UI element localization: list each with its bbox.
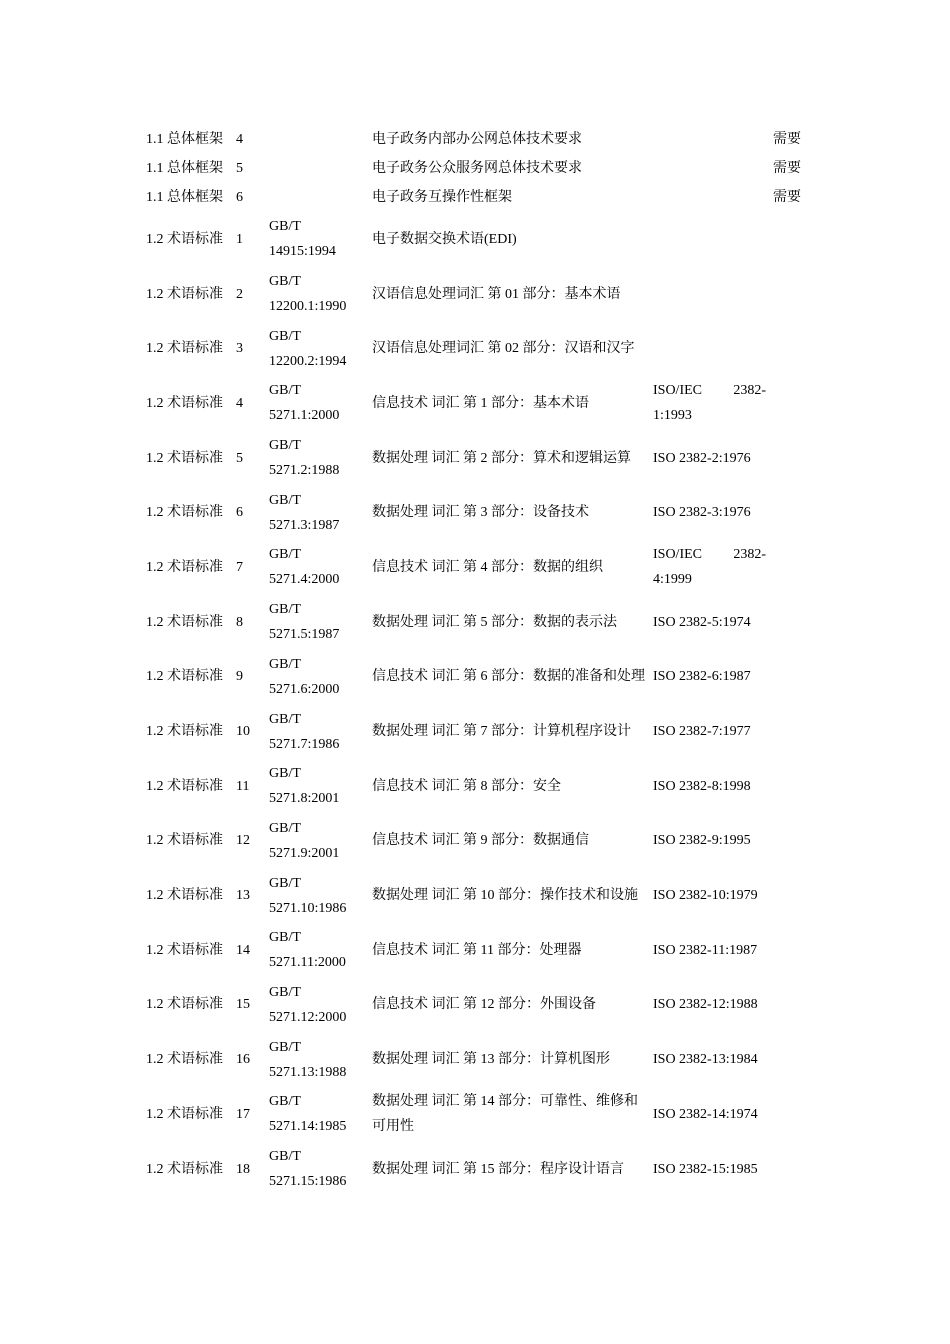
gb-code-number: 5271.3:1987: [269, 517, 340, 533]
required-cell: [770, 923, 841, 978]
category-cell: 1.2 术语标准: [146, 450, 223, 466]
title-cell: 信息技术 词汇 第 11 部分：处理器: [372, 942, 582, 958]
title-cell: 信息技术 词汇 第 1 部分：基本术语: [372, 395, 589, 411]
iso-code: ISO 2382-11:1987: [653, 942, 758, 958]
iso-cell: [650, 485, 770, 540]
number-cell: 16: [236, 1052, 250, 1068]
category-cell: 1.2 术语标准: [146, 669, 223, 685]
title-cell: 电子政务公众服务网总体技术要求: [372, 161, 582, 176]
gb-code-cell: [266, 183, 369, 212]
gb-code-cell: [266, 704, 369, 759]
gb-code-number: 5271.4:2000: [269, 572, 340, 588]
gb-code-cell: [266, 267, 369, 322]
gb-code-prefix: GB/T: [269, 984, 301, 1000]
gb-code-prefix: GB/T: [269, 820, 301, 836]
gb-code-number: 5271.11:2000: [269, 955, 346, 971]
number-cell: 9: [236, 669, 243, 685]
number-cell: 6: [236, 190, 243, 205]
iso-cell: [650, 1142, 770, 1197]
category-cell: 1.2 术语标准: [146, 1161, 223, 1177]
gb-code-cell: [266, 485, 369, 540]
iso-code: ISO 2382-10:1979: [653, 888, 758, 904]
iso-cell: [650, 431, 770, 486]
table-row: [143, 704, 841, 759]
number-cell: 15: [236, 997, 250, 1013]
iso-prefix: ISO/IEC: [653, 547, 702, 563]
number-cell: 18: [236, 1161, 250, 1177]
iso-cell: [650, 978, 770, 1033]
iso-code: ISO 2382-8:1998: [653, 778, 751, 794]
category-cell: 1.2 术语标准: [146, 724, 223, 740]
required-cell: [770, 595, 841, 650]
iso-code: ISO 2382-2:1976: [653, 450, 751, 466]
table-row: [143, 376, 841, 431]
table-row: [143, 1032, 841, 1087]
iso-cell: [650, 183, 770, 212]
number-cell: 5: [236, 450, 243, 466]
category-cell: 1.2 术语标准: [146, 341, 223, 357]
iso-cell: [650, 1087, 770, 1142]
number-cell: 6: [236, 505, 243, 521]
gb-code-prefix: GB/T: [269, 274, 301, 290]
gb-code-cell: [266, 814, 369, 869]
gb-code-cell: [266, 212, 369, 267]
category-cell: 1.2 术语标准: [146, 1106, 223, 1122]
table-row: [143, 978, 841, 1033]
gb-code-number: 14915:1994: [269, 244, 336, 260]
number-cell: 3: [236, 341, 243, 357]
required-cell: [770, 485, 841, 540]
number-cell: 7: [236, 559, 243, 575]
iso-cell: [650, 125, 770, 154]
title-cell: 数据处理 词汇 第 3 部分：设备技术: [372, 505, 589, 521]
iso-cell: [650, 212, 770, 267]
required-cell: [770, 704, 841, 759]
iso-prefix: ISO/IEC: [653, 383, 702, 399]
title-cell: 数据处理 词汇 第 2 部分：算术和逻辑运算: [372, 450, 631, 466]
gb-code-prefix: GB/T: [269, 1094, 301, 1110]
gb-code-cell: [266, 1087, 369, 1142]
table-row: [143, 183, 841, 212]
title-cell: 数据处理 词汇 第 15 部分：程序设计语言: [372, 1161, 624, 1177]
required-cell: [770, 650, 841, 705]
number-cell: 8: [236, 614, 243, 630]
required-cell: [770, 376, 841, 431]
title-cell: 汉语信息处理词汇 第 02 部分：汉语和汉字: [372, 341, 635, 357]
table-row: [143, 868, 841, 923]
iso-cell: [650, 376, 770, 431]
required-cell: [770, 759, 841, 814]
gb-code-number: 5271.9:2001: [269, 845, 340, 861]
gb-code-prefix: GB/T: [269, 1039, 301, 1055]
gb-code-cell: [266, 376, 369, 431]
table-row: [143, 814, 841, 869]
iso-code: ISO 2382-3:1976: [653, 505, 751, 521]
iso-cell: [650, 540, 770, 595]
title-cell: 数据处理 词汇 第 13 部分：计算机图形: [372, 1052, 610, 1068]
table-body: [143, 125, 841, 1196]
gb-code-number: 12200.1:1990: [269, 299, 347, 315]
category-cell: 1.1 总体框架: [146, 161, 223, 176]
required-cell: [770, 1087, 841, 1142]
title-cell: 信息技术 词汇 第 12 部分：外围设备: [372, 997, 596, 1013]
category-cell: 1.2 术语标准: [146, 888, 223, 904]
gb-code-cell: [266, 595, 369, 650]
category-cell: 1.2 术语标准: [146, 778, 223, 794]
category-cell: 1.2 术语标准: [146, 231, 223, 247]
iso-part: 1:1993: [653, 408, 692, 424]
category-cell: 1.2 术语标准: [146, 505, 223, 521]
gb-code-number: 5271.13:1988: [269, 1064, 347, 1080]
iso-part: 4:1999: [653, 572, 692, 588]
number-cell: 11: [236, 778, 250, 794]
gb-code-prefix: GB/T: [269, 875, 301, 891]
title-cell: 信息技术 词汇 第 8 部分：安全: [372, 778, 561, 794]
number-cell: 1: [236, 231, 243, 247]
category-cell: 1.2 术语标准: [146, 614, 223, 630]
iso-series: 2382-: [733, 547, 766, 563]
gb-code-cell: [266, 321, 369, 376]
gb-code-cell: [266, 125, 369, 154]
iso-code: ISO 2382-9:1995: [653, 833, 751, 849]
table-row: [143, 540, 841, 595]
gb-code-number: 12200.2:1994: [269, 353, 347, 369]
title-cell: 电子政务互操作性框架: [372, 190, 512, 205]
iso-cell: [650, 704, 770, 759]
required-cell: 需要: [773, 190, 801, 205]
gb-code-number: 5271.12:2000: [269, 1009, 347, 1025]
gb-code-prefix: GB/T: [269, 492, 301, 508]
gb-code-prefix: GB/T: [269, 656, 301, 672]
required-cell: 需要: [773, 161, 801, 176]
required-cell: [770, 321, 841, 376]
gb-code-prefix: GB/T: [269, 602, 301, 618]
iso-cell: [650, 814, 770, 869]
number-cell: 10: [236, 724, 250, 740]
iso-split-line: [653, 542, 766, 567]
iso-cell: [650, 321, 770, 376]
gb-code-number: 5271.6:2000: [269, 681, 340, 697]
gb-code-number: 5271.8:2001: [269, 791, 340, 807]
title-cell: 电子政务内部办公网总体技术要求: [372, 132, 582, 147]
iso-split-line: [653, 378, 766, 403]
table-row: [143, 1142, 841, 1197]
iso-code: ISO 2382-13:1984: [653, 1052, 758, 1068]
title-cell: 信息技术 词汇 第 6 部分：数据的准备和处理: [372, 669, 645, 685]
iso-code: ISO 2382-7:1977: [653, 724, 751, 740]
table-row: [143, 650, 841, 705]
number-cell: 4: [236, 395, 243, 411]
iso-cell: [650, 759, 770, 814]
required-cell: [770, 267, 841, 322]
number-cell: 4: [236, 132, 243, 147]
number-cell: 12: [236, 833, 250, 849]
gb-code-cell: [266, 154, 369, 183]
number-cell: 14: [236, 942, 250, 958]
gb-code-cell: [266, 978, 369, 1033]
iso-cell: [650, 1032, 770, 1087]
gb-code-prefix: GB/T: [269, 547, 301, 563]
gb-code-cell: [266, 759, 369, 814]
table-row: [143, 154, 841, 183]
iso-code: ISO 2382-5:1974: [653, 614, 751, 630]
iso-cell: [650, 650, 770, 705]
table-row: [143, 212, 841, 267]
iso-code: ISO 2382-12:1988: [653, 997, 758, 1013]
gb-code-cell: [266, 1142, 369, 1197]
category-cell: 1.1 总体框架: [146, 190, 223, 205]
gb-code-cell: [266, 431, 369, 486]
category-cell: 1.2 术语标准: [146, 942, 223, 958]
gb-code-cell: [266, 868, 369, 923]
category-cell: 1.2 术语标准: [146, 286, 223, 302]
category-cell: 1.2 术语标准: [146, 1052, 223, 1068]
required-cell: [770, 431, 841, 486]
required-cell: [770, 1142, 841, 1197]
category-cell: 1.2 术语标准: [146, 833, 223, 849]
gb-code-cell: [266, 650, 369, 705]
gb-code-number: 5271.14:1985: [269, 1119, 347, 1135]
title-cell: 数据处理 词汇 第 5 部分：数据的表示法: [372, 614, 617, 630]
table-row: [143, 431, 841, 486]
title-cell: 汉语信息处理词汇 第 01 部分：基本术语: [372, 286, 621, 302]
required-cell: [770, 978, 841, 1033]
title-cell: 数据处理 词汇 第 7 部分：计算机程序设计: [372, 724, 631, 740]
gb-code-cell: [266, 1032, 369, 1087]
gb-code-number: 5271.15:1986: [269, 1174, 347, 1190]
required-cell: [770, 1032, 841, 1087]
gb-code-prefix: GB/T: [269, 1149, 301, 1165]
number-cell: 17: [236, 1106, 250, 1122]
table-row: [143, 759, 841, 814]
gb-code-prefix: GB/T: [269, 711, 301, 727]
iso-series: 2382-: [733, 383, 766, 399]
table-row: [143, 1087, 841, 1142]
title-cell: 数据处理 词汇 第 14 部分：可靠性、维修和可用性: [372, 1094, 638, 1135]
iso-code: ISO 2382-14:1974: [653, 1106, 758, 1122]
gb-code-number: 5271.1:2000: [269, 408, 340, 424]
category-cell: 1.1 总体框架: [146, 132, 223, 147]
gb-code-prefix: GB/T: [269, 438, 301, 454]
gb-code-cell: [266, 923, 369, 978]
required-cell: [770, 868, 841, 923]
gb-code-number: 5271.7:1986: [269, 736, 340, 752]
title-cell: 数据处理 词汇 第 10 部分：操作技术和设施: [372, 888, 638, 904]
table-row: [143, 595, 841, 650]
category-cell: 1.2 术语标准: [146, 997, 223, 1013]
gb-code-number: 5271.2:1988: [269, 463, 340, 479]
gb-code-cell: [266, 540, 369, 595]
title-cell: 信息技术 词汇 第 9 部分：数据通信: [372, 833, 589, 849]
iso-cell: [650, 923, 770, 978]
required-cell: 需要: [773, 132, 801, 147]
gb-code-prefix: GB/T: [269, 766, 301, 782]
required-cell: [770, 212, 841, 267]
gb-code-number: 5271.10:1986: [269, 900, 347, 916]
gb-code-prefix: GB/T: [269, 219, 301, 235]
gb-code-prefix: GB/T: [269, 328, 301, 344]
title-cell: 信息技术 词汇 第 4 部分：数据的组织: [372, 559, 603, 575]
required-cell: [770, 540, 841, 595]
gb-code-number: 5271.5:1987: [269, 627, 340, 643]
standards-table: [143, 125, 841, 1196]
title-cell: 电子数据交换术语(EDI): [372, 231, 517, 247]
table-row: [143, 321, 841, 376]
gb-code-prefix: GB/T: [269, 383, 301, 399]
iso-cell: [650, 595, 770, 650]
table-row: [143, 923, 841, 978]
table-row: [143, 267, 841, 322]
category-cell: 1.2 术语标准: [146, 559, 223, 575]
number-cell: 2: [236, 286, 243, 302]
iso-cell: [650, 267, 770, 322]
iso-code: ISO 2382-15:1985: [653, 1161, 758, 1177]
category-cell: 1.2 术语标准: [146, 395, 223, 411]
iso-cell: [650, 154, 770, 183]
table-row: [143, 125, 841, 154]
iso-code: ISO 2382-6:1987: [653, 669, 751, 685]
number-cell: 5: [236, 161, 243, 176]
table-row: [143, 485, 841, 540]
iso-cell: [650, 868, 770, 923]
number-cell: 13: [236, 888, 250, 904]
required-cell: [770, 814, 841, 869]
gb-code-prefix: GB/T: [269, 930, 301, 946]
